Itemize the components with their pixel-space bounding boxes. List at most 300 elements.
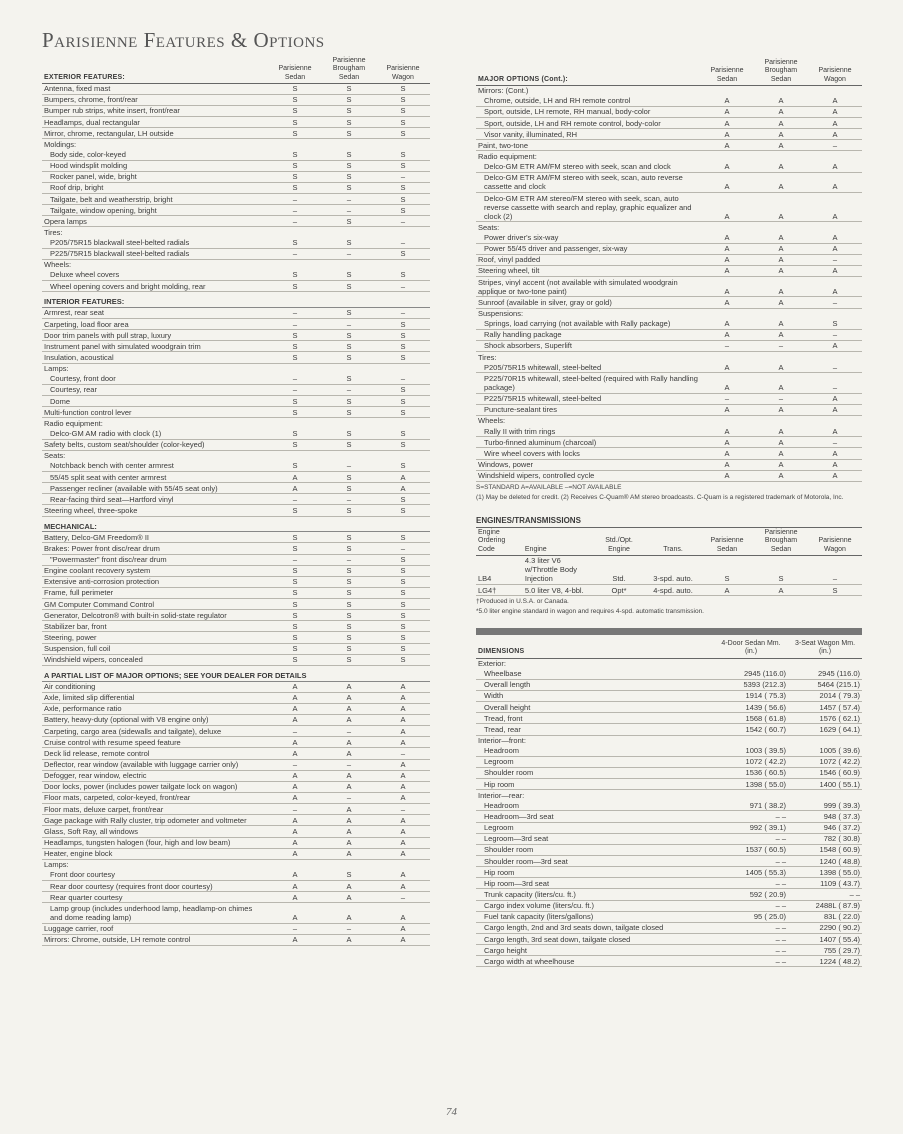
- feature-label: Courtesy, front door: [42, 374, 268, 385]
- feature-row: [42, 374, 430, 385]
- dimension-label: Fuel tank capacity (liters/gallons): [476, 911, 714, 922]
- feature-label: Rally handling package: [476, 329, 700, 340]
- availability-cell: –: [376, 216, 430, 227]
- feature-row: [476, 254, 862, 265]
- dimension-row: [476, 679, 862, 690]
- availability-cell: S: [268, 149, 322, 160]
- right-column: [476, 58, 862, 967]
- availability-cell: [808, 151, 862, 162]
- dimension-row: [476, 756, 862, 767]
- feature-row: [42, 171, 430, 182]
- availability-cell: S: [322, 870, 376, 881]
- feature-row: [42, 837, 430, 848]
- availability-cell: –: [268, 374, 322, 385]
- engine-trans: 3-spd. auto.: [646, 555, 700, 584]
- feature-row: [42, 532, 430, 543]
- feature-label: Power driver's six-way: [476, 233, 700, 244]
- availability-cell: –: [268, 494, 322, 505]
- engine-row: [476, 555, 862, 584]
- feature-label: Wheels:: [478, 416, 506, 426]
- feature-label: Deck lid release, remote control: [42, 748, 268, 759]
- availability-cell: S: [322, 565, 376, 576]
- availability-cell: A: [700, 437, 754, 448]
- availability-cell: A: [322, 748, 376, 759]
- availability-cell: [322, 859, 376, 870]
- feature-label: Windshield wipers, concealed: [42, 654, 268, 665]
- feature-label: 55/45 split seat with center armrest: [42, 472, 268, 483]
- availability-cell: A: [754, 162, 808, 173]
- feature-label: Axle, performance ratio: [42, 703, 268, 714]
- dimension-wagon: 1240 ( 48.8): [788, 856, 862, 867]
- section-heading: MECHANICAL:: [42, 516, 430, 532]
- feature-row: [42, 216, 430, 227]
- feature-label: Headlamps, tungsten halogen (four, high and low beam): [42, 837, 268, 848]
- availability-cell: A: [808, 459, 862, 470]
- availability-cell: S: [376, 461, 430, 472]
- availability-cell: A: [700, 243, 754, 254]
- feature-row: [42, 923, 430, 934]
- availability-cell: S: [268, 83, 322, 94]
- availability-cell: S: [322, 543, 376, 554]
- availability-cell: A: [268, 792, 322, 803]
- feature-label: Rocker panel, wide, bright: [42, 171, 268, 182]
- feature-row: [476, 297, 862, 308]
- feature-label: Tailgate, window opening, bright: [42, 205, 268, 216]
- dimension-row: [476, 822, 862, 833]
- feature-row: [476, 106, 862, 117]
- feature-label: Puncture-sealant tires: [476, 404, 700, 415]
- feature-row: [476, 393, 862, 404]
- availability-cell: A: [808, 193, 862, 222]
- col-brougham: Parisienne Brougham Sedan: [754, 58, 808, 85]
- engine-std: Opt*: [592, 585, 646, 596]
- feature-label: Roof drip, bright: [42, 182, 268, 193]
- feature-row: [42, 428, 430, 439]
- dimension-sedan: 95 ( 25.0): [714, 911, 788, 922]
- availability-cell: S: [376, 319, 430, 330]
- availability-cell: S: [376, 248, 430, 259]
- dimension-wagon: 946 ( 37.2): [788, 822, 862, 833]
- availability-cell: –: [268, 194, 322, 205]
- feature-row: [42, 259, 430, 270]
- feature-label: Delco-GM ETR AM/FM stereo with seek, scan, auto reverse cassette and clock: [476, 172, 700, 192]
- feature-row: [42, 565, 430, 576]
- availability-cell: [808, 415, 862, 426]
- dimension-group-row: [476, 658, 862, 669]
- availability-cell: A: [700, 404, 754, 415]
- feature-label: Armrest, rear seat: [42, 307, 268, 318]
- availability-cell: S: [376, 565, 430, 576]
- feature-row: [476, 222, 862, 233]
- dimension-sedan: 2945 (116.0): [714, 669, 788, 680]
- availability-cell: S: [322, 654, 376, 665]
- availability-cell: [322, 259, 376, 270]
- dimension-sedan: – –: [714, 900, 788, 911]
- availability-cell: A: [754, 426, 808, 437]
- availability-cell: A: [376, 903, 430, 923]
- availability-cell: S: [268, 532, 322, 543]
- availability-cell: A: [268, 934, 322, 945]
- feature-row: [42, 384, 430, 395]
- availability-cell: [754, 352, 808, 363]
- dimension-sedan: 971 ( 38.2): [714, 800, 788, 811]
- availability-cell: A: [754, 106, 808, 117]
- availability-cell: S: [268, 160, 322, 171]
- availability-cell: A: [376, 714, 430, 725]
- feature-row: [42, 461, 430, 472]
- dimension-group: Exterior:: [478, 659, 506, 669]
- feature-label: Seats:: [44, 451, 66, 461]
- feature-label: Tires:: [478, 352, 497, 362]
- dimension-row: [476, 746, 862, 757]
- availability-cell: A: [268, 483, 322, 494]
- availability-cell: S: [322, 472, 376, 483]
- feature-row: [42, 543, 430, 554]
- feature-label: Bumper rub strips, white insert, front/rear: [42, 105, 268, 116]
- availability-cell: S: [376, 330, 430, 341]
- dimension-row: [476, 779, 862, 790]
- dimension-wagon: 1629 ( 64.1): [788, 724, 862, 735]
- feature-row: [42, 270, 430, 281]
- feature-row: [42, 450, 430, 461]
- availability-cell: A: [808, 340, 862, 351]
- availability-cell: –: [376, 307, 430, 318]
- availability-cell: S: [268, 654, 322, 665]
- availability-cell: [808, 352, 862, 363]
- availability-cell: S: [268, 182, 322, 193]
- feature-label: Cruise control with resume speed feature: [42, 737, 268, 748]
- section-heading-row: [42, 292, 430, 308]
- feature-row: [42, 815, 430, 826]
- availability-cell: A: [322, 781, 376, 792]
- availability-cell: A: [268, 892, 322, 903]
- availability-cell: A: [322, 770, 376, 781]
- availability-cell: A: [700, 362, 754, 373]
- availability-cell: S: [268, 428, 322, 439]
- availability-cell: S: [268, 238, 322, 249]
- availability-cell: –: [268, 319, 322, 330]
- feature-label: Visor vanity, illuminated, RH: [476, 129, 700, 140]
- feature-row: [42, 341, 430, 352]
- availability-cell: A: [754, 470, 808, 481]
- feature-row: [476, 265, 862, 276]
- availability-cell: A: [700, 265, 754, 276]
- dimension-row: [476, 945, 862, 956]
- availability-cell: [754, 151, 808, 162]
- availability-cell: S: [376, 105, 430, 116]
- feature-label: Multi-function control lever: [42, 407, 268, 418]
- availability-cell: A: [754, 96, 808, 107]
- feature-row: [42, 859, 430, 870]
- dimension-label: Hip room: [476, 867, 714, 878]
- dimension-label: Legroom: [476, 756, 714, 767]
- availability-cell: S: [322, 621, 376, 632]
- availability-cell: S: [268, 599, 322, 610]
- availability-cell: S: [376, 396, 430, 407]
- feature-row: [476, 151, 862, 162]
- dimension-wagon: 948 ( 37.3): [788, 811, 862, 822]
- major-options-cont-table: [476, 58, 862, 482]
- feature-row: [42, 352, 430, 363]
- feature-label: Windows, power: [476, 459, 700, 470]
- availability-cell: S: [268, 128, 322, 139]
- availability-cell: –: [268, 923, 322, 934]
- dimension-row: [476, 900, 862, 911]
- availability-cell: S: [808, 319, 862, 330]
- feature-row: [476, 162, 862, 173]
- feature-row: [476, 172, 862, 192]
- availability-cell: A: [754, 277, 808, 297]
- availability-cell: S: [322, 643, 376, 654]
- feature-label: Luggage carrier, roof: [42, 923, 268, 934]
- availability-cell: S: [376, 341, 430, 352]
- feature-row: [42, 205, 430, 216]
- dimension-row: [476, 844, 862, 855]
- availability-cell: S: [376, 194, 430, 205]
- availability-cell: A: [700, 459, 754, 470]
- feature-row: [42, 804, 430, 815]
- dimension-sedan: 992 ( 39.1): [714, 822, 788, 833]
- availability-cell: A: [268, 681, 322, 692]
- feature-label: "Powermaster" front disc/rear drum: [42, 554, 268, 565]
- section-heading-row: [42, 665, 430, 681]
- dimension-wagon: 1548 ( 60.9): [788, 844, 862, 855]
- availability-cell: A: [268, 703, 322, 714]
- availability-cell: S: [376, 270, 430, 281]
- dimension-wagon: 1224 ( 48.2): [788, 956, 862, 967]
- dimension-label: Headroom—3rd seat: [476, 811, 714, 822]
- availability-cell: A: [322, 848, 376, 859]
- feature-row: [476, 362, 862, 373]
- availability-cell: –: [376, 281, 430, 292]
- engines-table: [476, 528, 862, 596]
- feature-row: [42, 281, 430, 292]
- feature-row: [476, 415, 862, 426]
- availability-cell: [322, 418, 376, 429]
- availability-cell: S: [808, 585, 862, 596]
- availability-cell: A: [700, 118, 754, 129]
- exterior-features-heading: EXTERIOR FEATURES:: [42, 56, 268, 83]
- availability-cell: A: [700, 277, 754, 297]
- footnote: (1) May be deleted for credit. (2) Receives C-Quam® AM stereo broadcasts. C-Quam is a registered trademark of Motorola, Inc.: [476, 493, 844, 501]
- availability-cell: A: [754, 172, 808, 192]
- feature-label: Radio equipment:: [44, 418, 103, 428]
- feature-row: [42, 396, 430, 407]
- feature-label: Door trim panels with pull strap, luxury: [42, 330, 268, 341]
- availability-cell: A: [322, 681, 376, 692]
- dimension-label: Trunk capacity (liters/cu. ft.): [476, 889, 714, 900]
- feature-label: Suspension, full coil: [42, 643, 268, 654]
- feature-row: [476, 404, 862, 415]
- availability-cell: S: [376, 554, 430, 565]
- feature-row: [42, 643, 430, 654]
- feature-label: Instrument panel with simulated woodgrain trim: [42, 341, 268, 352]
- availability-cell: S: [376, 587, 430, 598]
- dimension-row: [476, 867, 862, 878]
- availability-cell: A: [376, 726, 430, 737]
- availability-cell: –: [322, 319, 376, 330]
- feature-label: Mirrors: (Cont.): [478, 86, 529, 96]
- availability-cell: –: [268, 384, 322, 395]
- availability-cell: –: [700, 393, 754, 404]
- feature-label: Wheel opening covers and bright molding, rear: [42, 281, 268, 292]
- feature-label: Floor mats, deluxe carpet, front/rear: [42, 804, 268, 815]
- dim-col-sedan: 4-Door Sedan Mm. (in.): [714, 639, 788, 658]
- feature-row: [42, 194, 430, 205]
- availability-cell: S: [322, 216, 376, 227]
- dimension-wagon: 1546 ( 60.9): [788, 767, 862, 778]
- feature-label: Springs, load carrying (not available with Rally package): [476, 319, 700, 330]
- availability-cell: –: [268, 248, 322, 259]
- dimension-wagon: 1109 ( 43.7): [788, 878, 862, 889]
- col-brougham: Parisienne Brougham Sedan: [322, 56, 376, 83]
- feature-label: Safety belts, custom seat/shoulder (color-keyed): [42, 439, 268, 450]
- feature-label: Brakes: Power front disc/rear drum: [42, 543, 268, 554]
- availability-cell: A: [754, 585, 808, 596]
- feature-row: [42, 881, 430, 892]
- dimension-label: Width: [476, 690, 714, 701]
- availability-cell: [322, 363, 376, 374]
- feature-row: [42, 703, 430, 714]
- feature-label: Carpeting, load floor area: [42, 319, 268, 330]
- availability-cell: A: [322, 714, 376, 725]
- col-wagon: Parisienne Wagon: [376, 56, 430, 83]
- dimension-wagon: 2488L ( 87.9): [788, 900, 862, 911]
- availability-cell: S: [322, 171, 376, 182]
- availability-cell: S: [322, 483, 376, 494]
- availability-cell: [754, 415, 808, 426]
- availability-cell: S: [322, 587, 376, 598]
- availability-cell: A: [754, 265, 808, 276]
- left-column: [42, 56, 430, 946]
- feature-label: Antenna, fixed mast: [42, 83, 268, 94]
- feature-row: [476, 193, 862, 222]
- availability-cell: –: [700, 340, 754, 351]
- feature-row: [42, 903, 430, 923]
- feature-row: [42, 576, 430, 587]
- availability-cell: A: [268, 837, 322, 848]
- feature-row: [476, 118, 862, 129]
- availability-cell: A: [754, 319, 808, 330]
- availability-cell: A: [754, 362, 808, 373]
- feature-row: [476, 140, 862, 151]
- dimension-wagon: 83L ( 22.0): [788, 911, 862, 922]
- feature-label: Deflector, rear window (available with luggage carrier only): [42, 759, 268, 770]
- availability-cell: A: [376, 483, 430, 494]
- dimension-row: [476, 911, 862, 922]
- availability-cell: A: [808, 393, 862, 404]
- availability-cell: [268, 139, 322, 150]
- availability-cell: A: [754, 118, 808, 129]
- feature-row: [476, 373, 862, 393]
- feature-row: [42, 759, 430, 770]
- feature-label: Roof, vinyl padded: [476, 254, 700, 265]
- availability-cell: S: [322, 83, 376, 94]
- availability-cell: S: [268, 565, 322, 576]
- feature-label: Frame, full perimeter: [42, 587, 268, 598]
- dimension-label: Wheelbase: [476, 669, 714, 680]
- availability-cell: –: [808, 297, 862, 308]
- availability-cell: A: [376, 923, 430, 934]
- availability-cell: [808, 222, 862, 233]
- availability-cell: [700, 85, 754, 96]
- feature-label: Sport, outside, LH and RH remote control, body-color: [476, 118, 700, 129]
- feature-row: [42, 610, 430, 621]
- availability-cell: S: [376, 160, 430, 171]
- availability-cell: [754, 85, 808, 96]
- dimension-label: Overall height: [476, 702, 714, 713]
- availability-cell: S: [376, 439, 430, 450]
- availability-cell: S: [268, 632, 322, 643]
- dimension-group-row: [476, 735, 862, 746]
- availability-cell: S: [376, 182, 430, 193]
- availability-cell: –: [322, 461, 376, 472]
- dimension-wagon: 1407 ( 55.4): [788, 934, 862, 945]
- dimension-wagon: 999 ( 39.3): [788, 800, 862, 811]
- dimension-wagon: 5464 (215.1): [788, 679, 862, 690]
- feature-row: [42, 227, 430, 238]
- availability-cell: A: [754, 437, 808, 448]
- dimension-label: Tread, front: [476, 713, 714, 724]
- availability-cell: –: [808, 254, 862, 265]
- dimension-label: Overall length: [476, 679, 714, 690]
- feature-row: [42, 407, 430, 418]
- engine-desc: 5.0 liter V8, 4-bbl.: [523, 585, 592, 596]
- availability-cell: S: [268, 643, 322, 654]
- feature-row: [42, 792, 430, 803]
- feature-row: [476, 129, 862, 140]
- feature-row: [42, 692, 430, 703]
- feature-row: [42, 587, 430, 598]
- dimension-wagon: – –: [788, 889, 862, 900]
- feature-row: [476, 448, 862, 459]
- dimension-sedan: – –: [714, 922, 788, 933]
- availability-cell: S: [322, 428, 376, 439]
- availability-cell: A: [700, 585, 754, 596]
- feature-label: Wheels:: [44, 260, 72, 270]
- availability-cell: A: [808, 106, 862, 117]
- feature-label: Air conditioning: [42, 681, 268, 692]
- eng-col-engine: Engine: [523, 528, 592, 555]
- availability-cell: S: [376, 149, 430, 160]
- availability-cell: A: [322, 737, 376, 748]
- dimension-wagon: 2014 ( 79.3): [788, 690, 862, 701]
- legend: S=STANDARD A=AVAILABLE –=NOT AVAILABLE: [476, 483, 622, 491]
- feature-label: Windshield wipers, controlled cycle: [476, 470, 700, 481]
- feature-row: [42, 319, 430, 330]
- dimension-group: Interior—front:: [478, 736, 526, 745]
- availability-cell: A: [376, 881, 430, 892]
- availability-cell: A: [268, 472, 322, 483]
- availability-cell: [700, 308, 754, 319]
- availability-cell: [700, 352, 754, 363]
- availability-cell: S: [322, 160, 376, 171]
- feature-row: [42, 160, 430, 171]
- section-heading: A PARTIAL LIST OF MAJOR OPTIONS; SEE YOUR DEALER FOR DETAILS: [42, 665, 430, 681]
- engine-desc: 4.3 liter V6 w/Throttle Body Injection: [523, 555, 592, 584]
- availability-cell: –: [322, 792, 376, 803]
- feature-label: Sunroof (available in silver, gray or gold): [476, 297, 700, 308]
- feature-row: [42, 494, 430, 505]
- feature-label: Insulation, acoustical: [42, 352, 268, 363]
- feature-row: [42, 599, 430, 610]
- dimension-sedan: – –: [714, 878, 788, 889]
- availability-cell: –: [322, 248, 376, 259]
- feature-row: [42, 781, 430, 792]
- dimension-label: Headroom: [476, 746, 714, 757]
- availability-cell: –: [322, 726, 376, 737]
- availability-cell: A: [700, 233, 754, 244]
